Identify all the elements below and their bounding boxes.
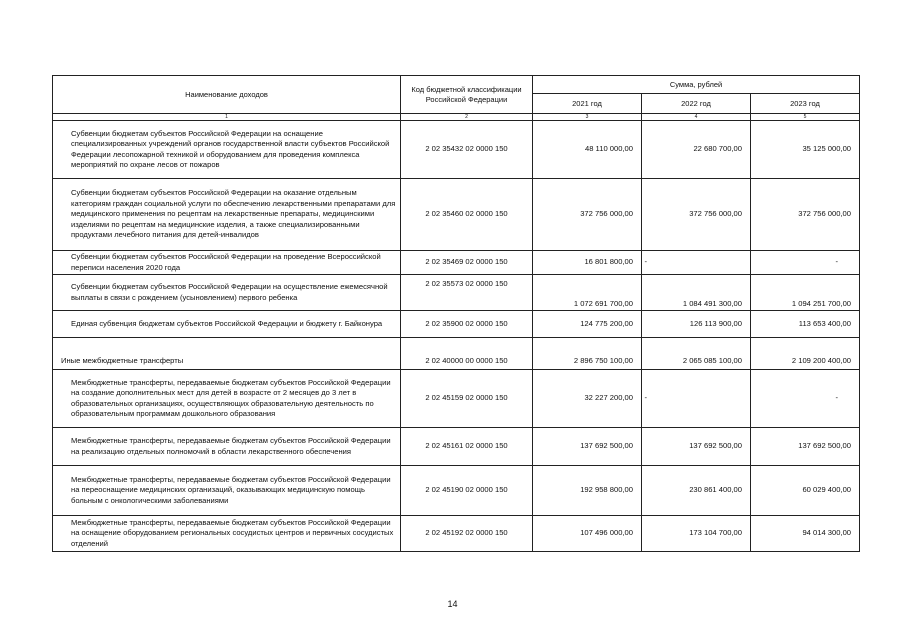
row-sum-2023: - [751, 370, 860, 428]
header-sum: Сумма, рублей [533, 76, 860, 94]
row-code: 2 02 40000 00 0000 150 [401, 338, 533, 370]
row-sum-2023: 94 014 300,00 [751, 516, 860, 552]
column-index: 3 [533, 114, 642, 121]
row-sum-2021: 48 110 000,00 [533, 121, 642, 179]
row-name: Единая субвенция бюджетам субъектов Российской Федерации и бюджету г. Байконура [53, 311, 401, 338]
row-code: 2 02 45159 02 0000 150 [401, 370, 533, 428]
row-name: Иные межбюджетные трансферты [53, 338, 401, 370]
table-row [53, 121, 860, 179]
row-name: Межбюджетные трансферты, передаваемые бюджетам субъектов Российской Федерации на реализацию отдельных полномочий в области лекарственного обеспечения [53, 428, 401, 466]
row-sum-2023: 137 692 500,00 [751, 428, 860, 466]
row-code: 2 02 35900 02 0000 150 [401, 311, 533, 338]
header-year-2022: 2022 год [642, 94, 751, 114]
row-name: Субвенции бюджетам субъектов Российской Федерации на оказание отдельным категориям граждан социальной услуги по обеспечению лекарственными препаратами для медицинского применения по рецептам на лекарственные препараты, медицинскими изделиями по рецептам на медицинские изделия, а также специализированными продуктами лечебного питания для детей-инвалидов [53, 179, 401, 251]
row-name: Межбюджетные трансферты, передаваемые бюджетам субъектов Российской Федерации на переоснащение медицинских организаций, оказывающих медицинскую помощь больным с онкологическими заболеваниями [53, 466, 401, 516]
row-sum-2023: 60 029 400,00 [751, 466, 860, 516]
column-index: 5 [751, 114, 860, 121]
row-sum-2022: 137 692 500,00 [642, 428, 751, 466]
row-sum-2022: - [642, 251, 751, 275]
table-row [53, 275, 860, 311]
row-sum-2023: 372 756 000,00 [751, 179, 860, 251]
table-row [53, 311, 860, 338]
row-sum-2023: - [751, 251, 860, 275]
row-sum-2023: 2 109 200 400,00 [751, 338, 860, 370]
row-name: Межбюджетные трансферты, передаваемые бюджетам субъектов Российской Федерации на создание дополнительных мест для детей в возрасте от 2 месяцев до 3 лет в образовательных организациях, осуществляющих образовательную деятельность по образовательным программам дошкольного образования [53, 370, 401, 428]
row-code: 2 02 35469 02 0000 150 [401, 251, 533, 275]
row-code: 2 02 45192 02 0000 150 [401, 516, 533, 552]
row-sum-2021: 192 958 800,00 [533, 466, 642, 516]
row-sum-2021: 1 072 691 700,00 [533, 275, 642, 311]
row-sum-2021: 107 496 000,00 [533, 516, 642, 552]
row-sum-2022: 22 680 700,00 [642, 121, 751, 179]
row-sum-2021: 16 801 800,00 [533, 251, 642, 275]
row-code: 2 02 35573 02 0000 150 [401, 275, 533, 311]
row-name: Субвенции бюджетам субъектов Российской Федерации на проведение Всероссийской переписи населения 2020 года [53, 251, 401, 275]
row-name: Субвенции бюджетам субъектов Российской Федерации на осуществление ежемесячной выплаты в связи с рождением (усыновлением) первого ребенка [53, 275, 401, 311]
row-code: 2 02 45190 02 0000 150 [401, 466, 533, 516]
row-sum-2022: 372 756 000,00 [642, 179, 751, 251]
header-budget-code: Код бюджетной классификации Российской Федерации [401, 76, 533, 114]
row-sum-2022: 2 065 085 100,00 [642, 338, 751, 370]
header-year-2021: 2021 год [533, 94, 642, 114]
table-row [53, 516, 860, 552]
row-name: Межбюджетные трансферты, передаваемые бюджетам субъектов Российской Федерации на оснащение оборудованием региональных сосудистых центров и первичных сосудистых отделений [53, 516, 401, 552]
table-row [53, 370, 860, 428]
table-row [53, 466, 860, 516]
row-sum-2021: 137 692 500,00 [533, 428, 642, 466]
row-sum-2022: - [642, 370, 751, 428]
row-sum-2021: 32 227 200,00 [533, 370, 642, 428]
row-code: 2 02 35432 02 0000 150 [401, 121, 533, 179]
row-sum-2021: 2 896 750 100,00 [533, 338, 642, 370]
row-code: 2 02 45161 02 0000 150 [401, 428, 533, 466]
row-sum-2023: 35 125 000,00 [751, 121, 860, 179]
table-row [53, 251, 860, 275]
budget-revenue-table [52, 75, 860, 552]
row-sum-2021: 124 775 200,00 [533, 311, 642, 338]
row-name: Субвенции бюджетам субъектов Российской Федерации на оснащение специализированных учреждений органов государственной власти субъектов Российской Федерации лесопожарной техникой и оборудованием для проведения комплекса мероприятий по охране лесов от пожаров [53, 121, 401, 179]
header-name-of-revenue: Наименование доходов [53, 76, 401, 114]
header-year-2023: 2023 год [751, 94, 860, 114]
table-row [53, 338, 860, 370]
row-sum-2022: 173 104 700,00 [642, 516, 751, 552]
row-sum-2021: 372 756 000,00 [533, 179, 642, 251]
column-index: 1 [53, 114, 401, 121]
row-sum-2022: 230 861 400,00 [642, 466, 751, 516]
column-index: 2 [401, 114, 533, 121]
row-code: 2 02 35460 02 0000 150 [401, 179, 533, 251]
row-sum-2023: 113 653 400,00 [751, 311, 860, 338]
budget-revenue-table-container [52, 75, 859, 552]
row-sum-2023: 1 094 251 700,00 [751, 275, 860, 311]
row-sum-2022: 126 113 900,00 [642, 311, 751, 338]
table-row [53, 179, 860, 251]
page-number: 14 [447, 599, 458, 609]
table-row [53, 428, 860, 466]
row-sum-2022: 1 084 491 300,00 [642, 275, 751, 311]
column-index: 4 [642, 114, 751, 121]
